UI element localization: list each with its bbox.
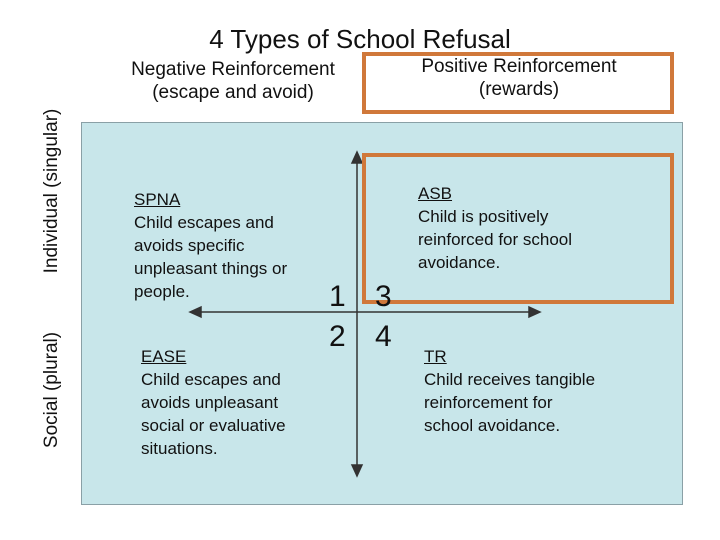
quadrant-tr — [424, 345, 674, 437]
negative-header-line2: (escape and avoid) — [152, 82, 314, 103]
quadrant-label: EASE — [141, 347, 187, 366]
quadrant-label: TR — [424, 347, 447, 366]
quadrant-text-line: avoidance. — [418, 253, 501, 272]
quadrant-text-line: social or evaluative — [141, 416, 286, 435]
quadrant-text-line: people. — [134, 282, 190, 301]
up-arrow-icon — [352, 152, 362, 163]
quadrant-ease — [141, 345, 341, 460]
quadrant-number-3: 3 — [375, 280, 392, 313]
right-arrow-icon — [529, 307, 540, 317]
negative-header-line1: Negative Reinforcement — [131, 59, 335, 80]
quadrant-number-2: 2 — [329, 320, 346, 353]
row-label-individual: Individual (singular) — [41, 108, 62, 274]
quadrant-text-line: situations. — [141, 439, 218, 458]
quadrant-text-line: Child escapes and — [141, 370, 281, 389]
quadrant-text-line: Child is positively — [418, 207, 549, 226]
quadrant-text-line: Child escapes and — [134, 213, 274, 232]
row-label-social: Social (plural) — [41, 331, 62, 449]
quadrant-label: SPNA — [134, 190, 181, 209]
left-arrow-icon — [190, 307, 201, 317]
positive-header-line1: Positive Reinforcement — [421, 56, 617, 77]
quadrant-number-1: 1 — [329, 280, 346, 313]
quadrant-text-line: Child receives tangible — [424, 370, 596, 389]
quadrant-text-line: school avoidance. — [424, 416, 561, 435]
positive-header-line2: (rewards) — [478, 79, 560, 100]
quadrant-text-line: reinforcement for — [424, 393, 553, 412]
quadrant-label: ASB — [418, 184, 453, 203]
diagram-title: 4 Types of School Refusal — [209, 24, 511, 54]
quadrant-text-line: unpleasant things or — [134, 259, 288, 278]
down-arrow-icon — [352, 465, 362, 476]
quadrant-text-line: avoids unpleasant — [141, 393, 279, 412]
quadrant-spna — [134, 188, 324, 303]
quadrant-number-4: 4 — [375, 320, 392, 353]
quadrant-text-line: reinforced for school — [418, 230, 573, 249]
quadrant-text-line: avoids specific — [134, 236, 245, 255]
quadrant-asb — [418, 182, 648, 274]
